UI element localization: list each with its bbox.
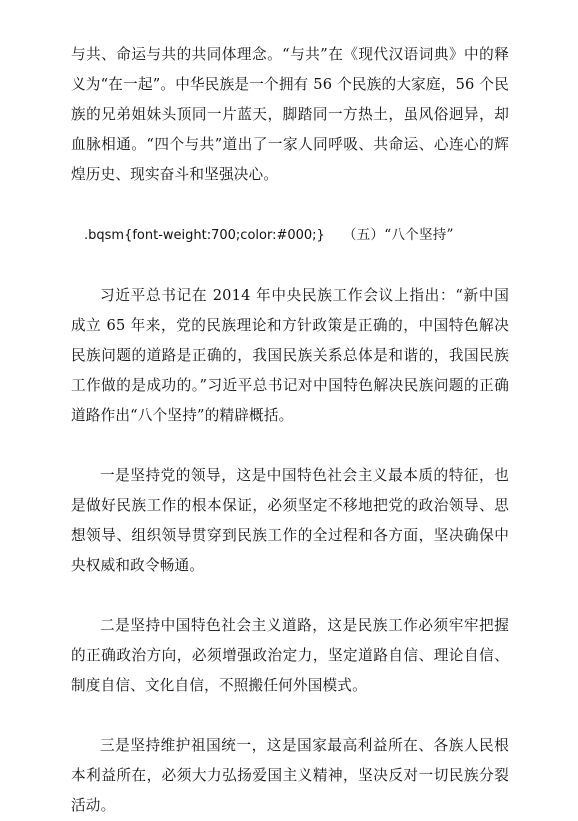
css-artifact-text: .bqsm{font-weight:700;color:#000;}	[84, 228, 325, 243]
paragraph-point-1: 一是坚持党的领导，这是中国特色社会主义最本质的特征，也是做好民族工作的根本保证，必须坚定不移地把党的政治领导、思想领导、组织领导贯穿到民族工作的全过程和各方面，坚决确保中央权威和政令畅通。	[71, 467, 509, 574]
section-heading	[84, 220, 509, 251]
paragraph-intro: 习近平总书记在 2014 年中央民族工作会议上指出：“新中国成立 65 年来，党的民族理论和方针政策是正确的，中国特色解决民族问题的道路是正确的，我国民族关系总体是和谐的，我国民族工作做的是成功的。”习近平总书记对中国特色解决民族问题的正确道路作出“八个坚持”的精辟概括。	[71, 287, 509, 424]
continuation-paragraph: 与共、命运与共的共同体理念。“与共”在《现代汉语词典》中的释义为“在一起”。中华民族是一个拥有 56 个民族的大家庭，56 个民族的兄弟姐妹头顶同一片蓝天，脚踏同一方热土，虽风俗迥异，却血脉相通。“四个与共”道出了一家人同呼吸、共命运、心连心的辉煌历史、现实奋斗和坚强决心。	[71, 46, 509, 183]
section-title: （五）“八个坚持”	[342, 227, 454, 243]
paragraph-point-3: 三是坚持维护祖国统一，这是国家最高利益所在、各族人民根本利益所在，必须大力弘扬爱国主义精神，坚决反对一切民族分裂活动。	[71, 737, 509, 814]
document-page	[71, 40, 509, 821]
paragraph-point-2: 二是坚持中国特色社会主义道路，这是民族工作必须牢牢把握的正确政治方向，必须增强政治定力，坚定道路自信、理论自信、制度自信、文化自信，不照搬任何外国模式。	[71, 617, 509, 694]
